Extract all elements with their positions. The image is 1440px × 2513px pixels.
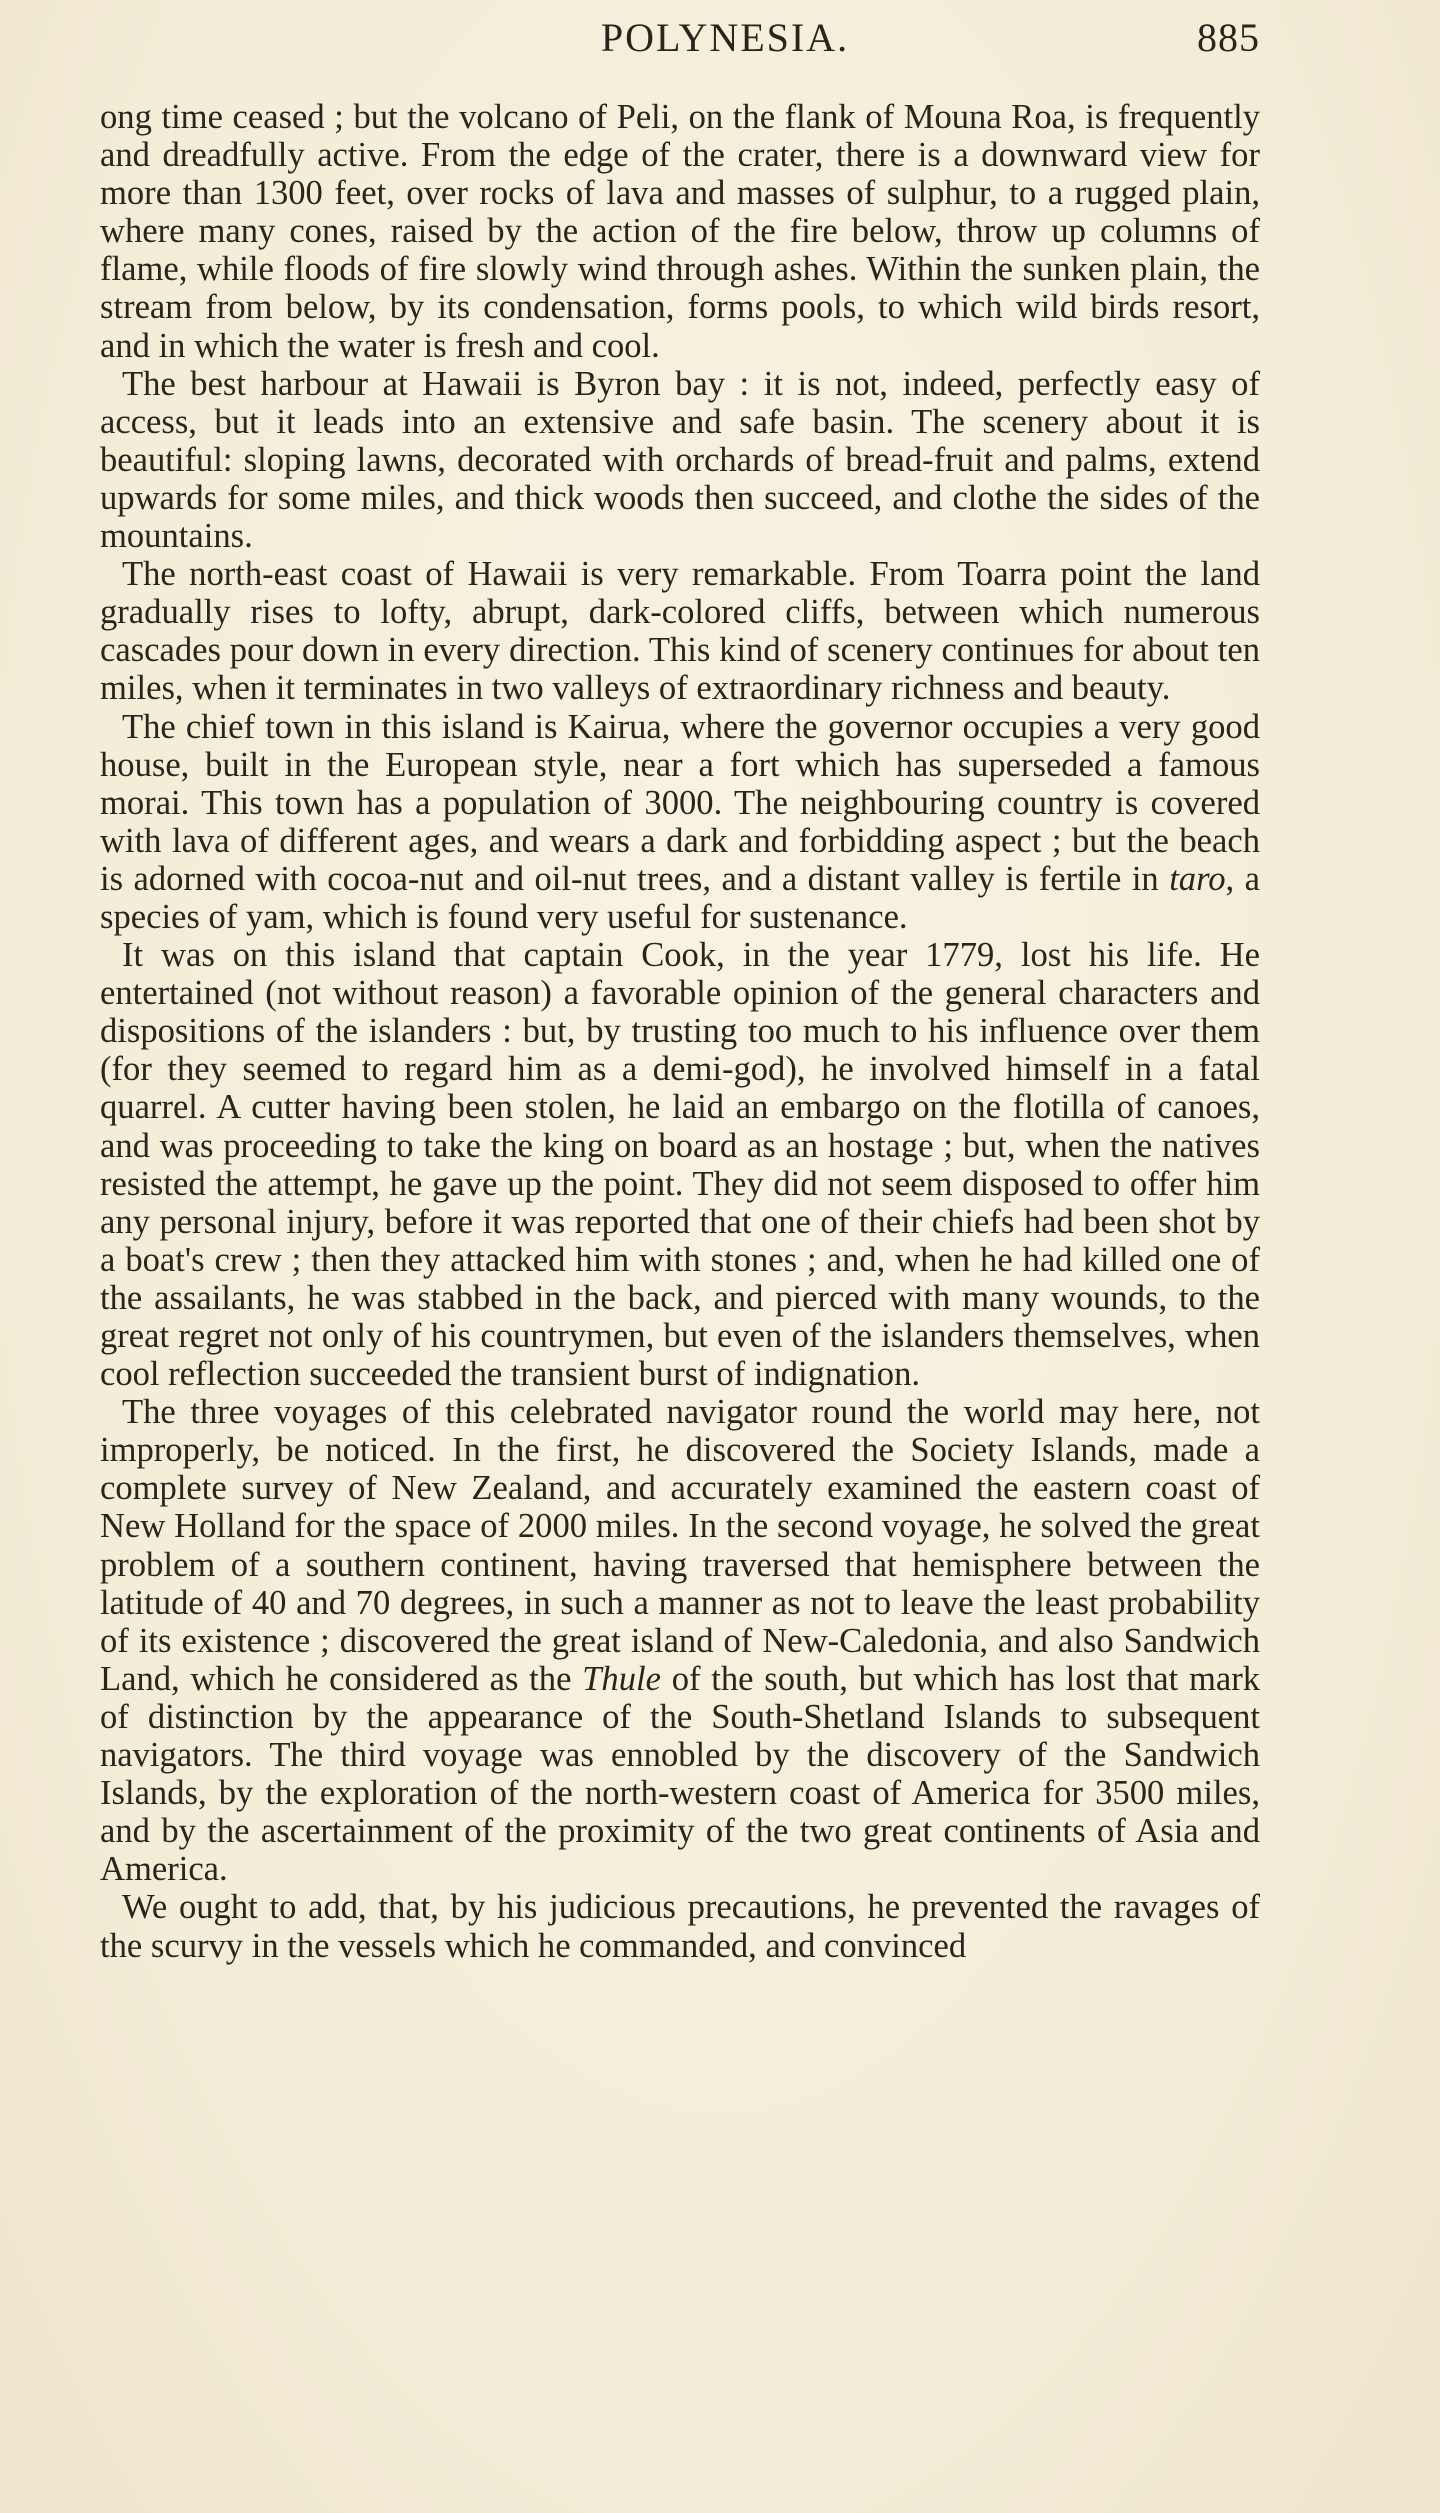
paragraph-voyages-text-end: of the south, but which has lost that mark of distinction by the appearance of the South-Shetland Islands to subsequent navigators. The third voyage was ennobled by the discovery of the Sandwich Islands, by the exploration of the north-western coast of America for 3500 miles, and by the ascertainment of the proximity of the two great continents of Asia and America. [100,1659,1260,1889]
paragraph-kairua-text-start: The chief town in this island is Kairua, where the governor occupies a very good house, built in the European style, near a fort which has superseded a famous morai. This town has a population of 3000. The neighbouring country is covered with lava of different ages, and wears a dark and forbidding aspect ; but the beach is adorned with cocoa-nut and oil-nut trees, and a distant valley is fertile in [100,707,1260,898]
running-title: POLYNESIA. [600,15,850,60]
page-header [100,10,1260,70]
page-number: 885 [1197,15,1260,60]
paragraph-kairua-text-end: , a species of yam, which is found very useful for sustenance. [100,859,1260,936]
paragraph-kairua [100,708,1260,937]
italic-term-taro: taro [1169,859,1226,898]
paragraph-voyages-text-start: The three voyages of this celebrated navigator round the world may here, not improperly, be noticed. In the first, he discovered the Society Islands, made a complete survey of New Zealand, and accurately examined the eastern coast of New Holland for the space of 2000 miles. In the second voyage, he solved the great problem of a southern continent, having traversed that hemisphere between the latitude of 40 and 70 degrees, in such a manner as not to leave the least probability of its existence ; discovered the great island of New-Caledonia, and also Sandwich Land, which he considered as the [100,1393,1260,1698]
italic-term-thule: Thule [582,1659,661,1698]
paragraph-byron-bay: The best harbour at Hawaii is Byron bay : it is not, indeed, perfectly easy of access, but it leads into an extensive and safe basin. The scenery about it is beautiful: sloping lawns, decorated with orchards of bread-fruit and palms, extend upwards for some miles, and thick woods then succeed, and clothe the sides of the mountains. [100,364,1260,556]
paragraph-north-east-coast: The north-east coast of Hawaii is very remarkable. From Toarra point the land gradually rises to lofty, abrupt, dark-colored cliffs, between which numerous cascades pour down in every direction. This kind of scenery continues for about ten miles, when it terminates in two valleys of extraordinary richness and beauty. [100,555,1260,708]
paragraph-three-voyages [100,1393,1260,1888]
paragraph-captain-cook-death: It was on this island that captain Cook, in the year 1779, lost his life. He entertained (not without reason) a favorable opinion of the general characters and dispositions of the islanders : but, by trusting too much to his influence over them (for they seemed to regard him as a demi-god), he involved himself in a fatal quarrel. A cutter having been stolen, he laid an embargo on the flotilla of canoes, and was proceeding to take the king on board as an hostage ; but, when the natives resisted the attempt, he gave up the point. They did not seem disposed to offer him any personal injury, before it was reported that one of their chiefs had been shot by a boat's crew ; then they attacked him with stones ; and, when he had killed one of the assailants, he was stabbed in the back, and pierced with many wounds, to the great regret not only of his countrymen, but even of the islanders themselves, when cool reflection succeeded the transient burst of indignation. [100,936,1260,1394]
paragraph-scurvy: We ought to add, that, by his judicious precautions, he prevented the ravages of the scurvy in the vessels which he commanded, and convinced [100,1888,1260,1965]
body-text [100,98,1260,1965]
paragraph-volcano-peli: ong time ceased ; but the volcano of Peli, on the flank of Mouna Roa, is frequently and dreadfully active. From the edge of the crater, there is a downward view for more than 1300 feet, over rocks of lava and masses of sulphur, to a rugged plain, where many cones, raised by the action of the fire below, throw up columns of flame, while floods of fire slowly wind through ashes. Within the sunken plain, the stream from below, by its condensation, forms pools, to which wild birds resort, and in which the water is fresh and cool. [100,98,1260,365]
